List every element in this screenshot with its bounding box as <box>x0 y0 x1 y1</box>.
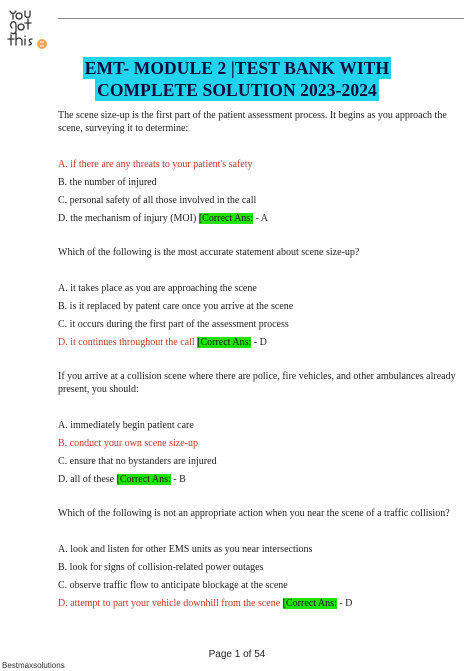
answer-option <box>58 212 458 225</box>
option-text: D. attempt to part your vehicle downhill from the scene <box>58 598 283 609</box>
option-text: D. it continues throughout the call <box>58 337 198 348</box>
answer-option: B. the number of injured <box>58 177 157 188</box>
answer-option: C. personal safety of all those involved in the call <box>58 195 257 206</box>
question-list <box>58 109 458 615</box>
answer-option: A. immediately begin patient care <box>58 420 194 431</box>
answer-letter: - B <box>170 474 186 485</box>
answer-option <box>58 597 458 610</box>
answer-option: B. look for signs of collision-related power outages <box>58 562 264 573</box>
correct-answer-badge: [Correct Ans: <box>116 474 171 485</box>
logo-icon <box>4 2 50 50</box>
title-line-2: COMPLETE SOLUTION 2023-2024 <box>97 80 377 100</box>
correct-answer-badge: [Correct Ans: <box>197 337 252 348</box>
title-line-1: EMT- MODULE 2 |TEST BANK WITH <box>84 58 390 78</box>
answer-letter: - D <box>251 337 267 348</box>
answer-option: B. is it replaced by patent care once you arrive at the scene <box>58 301 294 312</box>
answer-option: C. observe traffic flow to anticipate blockage at the scene <box>58 580 288 591</box>
answer-letter: - A <box>252 213 268 224</box>
option-text: D. the mechanism of injury (MOI) <box>58 213 199 224</box>
correct-answer-badge: [Correct Ans: <box>198 213 253 224</box>
answer-option <box>58 336 458 349</box>
question-text: The scene size-up is the first part of the patient assessment process. It begins as you approach the scene, surveying it to determine: <box>58 110 447 134</box>
question-text: Which of the following is not an appropriate action when you near the scene of a traffic collision? <box>58 508 450 519</box>
answer-option: B. conduct your own scene size-up <box>58 438 198 449</box>
brand-watermark: Bestmaxsolutions <box>2 661 65 670</box>
question-text: Which of the following is the most accurate statement about scene size-up? <box>58 247 360 258</box>
page-number: Page 1 of 54 <box>208 649 266 660</box>
answer-option: A. look and listen for other EMS units as you near intersections <box>58 544 313 555</box>
answer-letter: - D <box>336 598 353 609</box>
answer-option: A. if there are any threats to your patient's safety <box>58 159 253 170</box>
top-rule <box>58 18 464 19</box>
answer-option: A. it takes place as you are approaching the scene <box>58 283 257 294</box>
answer-option: C. it occurs during the first part of the assessment process <box>58 319 289 330</box>
answer-option <box>58 473 458 486</box>
document-title <box>78 57 396 101</box>
option-text: D. all of these <box>58 474 117 485</box>
correct-answer-badge: [Correct Ans: <box>282 598 337 609</box>
question-text: If you arrive at a collision scene where there are police, fire vehicles, and other ambulances already present, you should: <box>58 371 456 395</box>
answer-option: C. ensure that no bystanders are injured <box>58 456 217 467</box>
